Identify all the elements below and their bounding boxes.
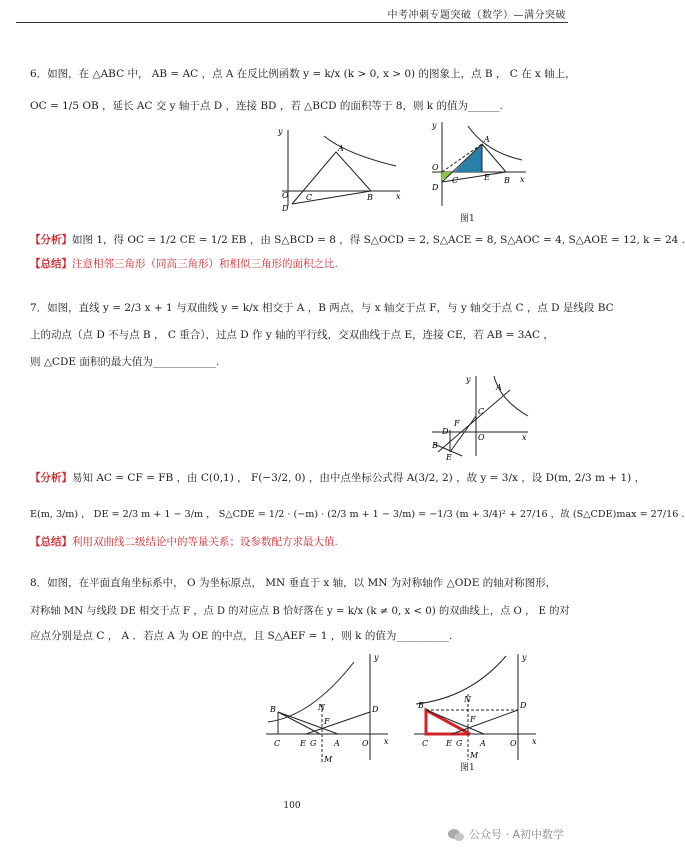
svg-text:E: E (300, 739, 306, 748)
svg-text:O: O (432, 163, 439, 172)
problem-6-stem-line-1: 6．如图，在 △ABC 中， AB = AC ，点 A 在反比例函数 y = k/x (k > 0, x > 0) 的图象上，点 B ， C 在 x 轴上， (30, 68, 576, 80)
svg-text:M: M (470, 751, 479, 760)
svg-text:B: B (418, 701, 424, 710)
problem-7-stem-line-3: 则 △CDE 面积的最大值为____________. (30, 356, 220, 368)
problem-8-stem-line-2: 对称轴 MN 与线段 DE 相交于点 F ，点 D 的对应点 B 恰好落在 y = k/x (k ≠ 0, x < 0) 的双曲线上，点 O ， E 的对 (30, 606, 570, 617)
svg-text:C: C (422, 739, 429, 748)
svg-text:D: D (520, 701, 527, 710)
footer-text: 公众号 · A初中数学 (468, 828, 564, 841)
problem-8-figure-1 (410, 648, 540, 766)
problem-7-analysis-line-1 (30, 470, 645, 485)
analysis-text: 如图 1，得 OC = 1/2 CE = 1/2 EB ，由 S△BCD = 8 ，得 S△OCD = 2, S△ACE = 8, S△AOC = 4, S△AOE = 12, k = 24 . (72, 234, 685, 246)
svg-text:D: D (282, 204, 289, 213)
problem-6-figure-caption: 图1 (460, 214, 475, 224)
page-header: 中考冲刺专题突破（数学）—满分突破 (387, 10, 566, 21)
problem-6-stem-line-2: OC = 1/5 OB ，延长 AC 交 y 轴于点 D ，连接 BD ，若 △BCD 的面积等于 8，则 k 的值为______. (30, 100, 503, 112)
problem-8-stem-line-1: 8．如图，在平面直角坐标系中， O 为坐标原点， MN 垂直于 x 轴，以 MN 为对称轴作 △ODE 的轴对称图形， (30, 577, 557, 589)
svg-text:B: B (504, 176, 510, 185)
analysis-text: 易知 AC = CF = FB ，由 C(0,1) ， F(−3/2, 0) ，由中点坐标公式得 A(3/2, 2) ，故 y = 3/x ，设 D(m, 2/3 m + 1) ， (72, 472, 646, 484)
svg-text:E: E (446, 453, 452, 462)
svg-text:A: A (480, 739, 486, 748)
svg-text:A: A (484, 135, 490, 144)
problem-7-stem-line-2: 上的动点（点 D 不与点 B ， C 重合），过点 D 作 y 轴的平行线，交双曲线于点 E，连接 CE，若 AB = 3AC ， (30, 329, 554, 341)
svg-text:B: B (432, 441, 438, 450)
svg-text:D: D (432, 183, 439, 192)
svg-text:O: O (478, 433, 485, 442)
svg-text:x: x (522, 433, 527, 442)
summary-text: 利用双曲线二级结论中的等量关系；设参数配方求最大值. (72, 536, 338, 548)
svg-text:B: B (270, 705, 276, 714)
footer-watermark (447, 826, 564, 842)
svg-text:y: y (374, 653, 379, 662)
svg-text:A: A (338, 144, 344, 153)
svg-text:C: C (478, 407, 485, 416)
svg-text:x: x (532, 737, 537, 746)
page-number: 100 (283, 801, 301, 811)
problem-6-figure-1 (428, 120, 528, 210)
svg-text:y: y (432, 121, 437, 130)
svg-text:C: C (274, 739, 281, 748)
analysis-label: 【分析】 (30, 234, 72, 246)
summary-label: 【总结】 (30, 258, 72, 270)
svg-text:A: A (334, 739, 340, 748)
svg-text:E: E (484, 173, 490, 182)
svg-text:E: E (446, 739, 452, 748)
problem-6-summary (30, 256, 338, 271)
header-divider (16, 22, 568, 23)
svg-text:x: x (396, 192, 401, 201)
problem-6-figure (276, 124, 406, 214)
svg-text:G: G (456, 739, 463, 748)
svg-text:A: A (496, 383, 502, 392)
svg-text:B: B (367, 193, 373, 202)
svg-text:y: y (278, 127, 283, 136)
svg-text:O: O (510, 739, 517, 748)
svg-text:x: x (384, 737, 389, 746)
svg-text:F: F (470, 715, 476, 724)
svg-text:D: D (442, 427, 449, 436)
problem-6-analysis (30, 232, 685, 247)
problem-7-analysis-line-2: E(m, 3/m) ， DE = 2/3 m + 1 − 3/m ， S△CDE = 1/2 · (−m) · (2/3 m + 1 − 3/m) = −1/3 (m + 3/4)² + 27/16 ，故 (S△CDE)max = 27/16 . (30, 509, 685, 520)
svg-text:F: F (454, 419, 460, 428)
problem-7-summary (30, 534, 338, 549)
svg-text:M: M (324, 755, 333, 764)
svg-text:y: y (522, 653, 527, 662)
svg-text:O: O (282, 191, 289, 200)
analysis-label: 【分析】 (30, 472, 72, 484)
svg-text:x: x (520, 175, 525, 184)
svg-text:N: N (318, 703, 325, 712)
svg-text:O: O (362, 739, 369, 748)
summary-label: 【总结】 (30, 536, 72, 548)
svg-text:D: D (372, 705, 379, 714)
problem-8-stem-line-3: 应点分别是点 C ， A ．若点 A 为 OE 的中点，且 S△AEF = 1 ，则 k 的值为__________. (30, 630, 453, 642)
problem-7-stem-line-1: 7．如图，直线 y = 2/3 x + 1 与双曲线 y = k/x 相交于 A ，B 两点，与 x 轴交于点 F，与 y 轴交于点 C ，点 D 是线段 BC (30, 302, 614, 314)
wechat-logo-icon (447, 828, 465, 842)
svg-text:C: C (452, 176, 459, 185)
problem-7-figure (430, 372, 530, 460)
summary-text: 注意相邻三角形（同高三角形）和相似三角形的面积之比. (72, 258, 338, 270)
svg-text:y: y (466, 375, 471, 384)
svg-text:N: N (464, 695, 471, 704)
problem-8-figure (262, 648, 392, 766)
svg-text:G: G (310, 739, 317, 748)
svg-text:F: F (324, 717, 330, 726)
svg-text:C: C (306, 193, 313, 202)
problem-8-figure-caption: 图1 (460, 763, 475, 773)
